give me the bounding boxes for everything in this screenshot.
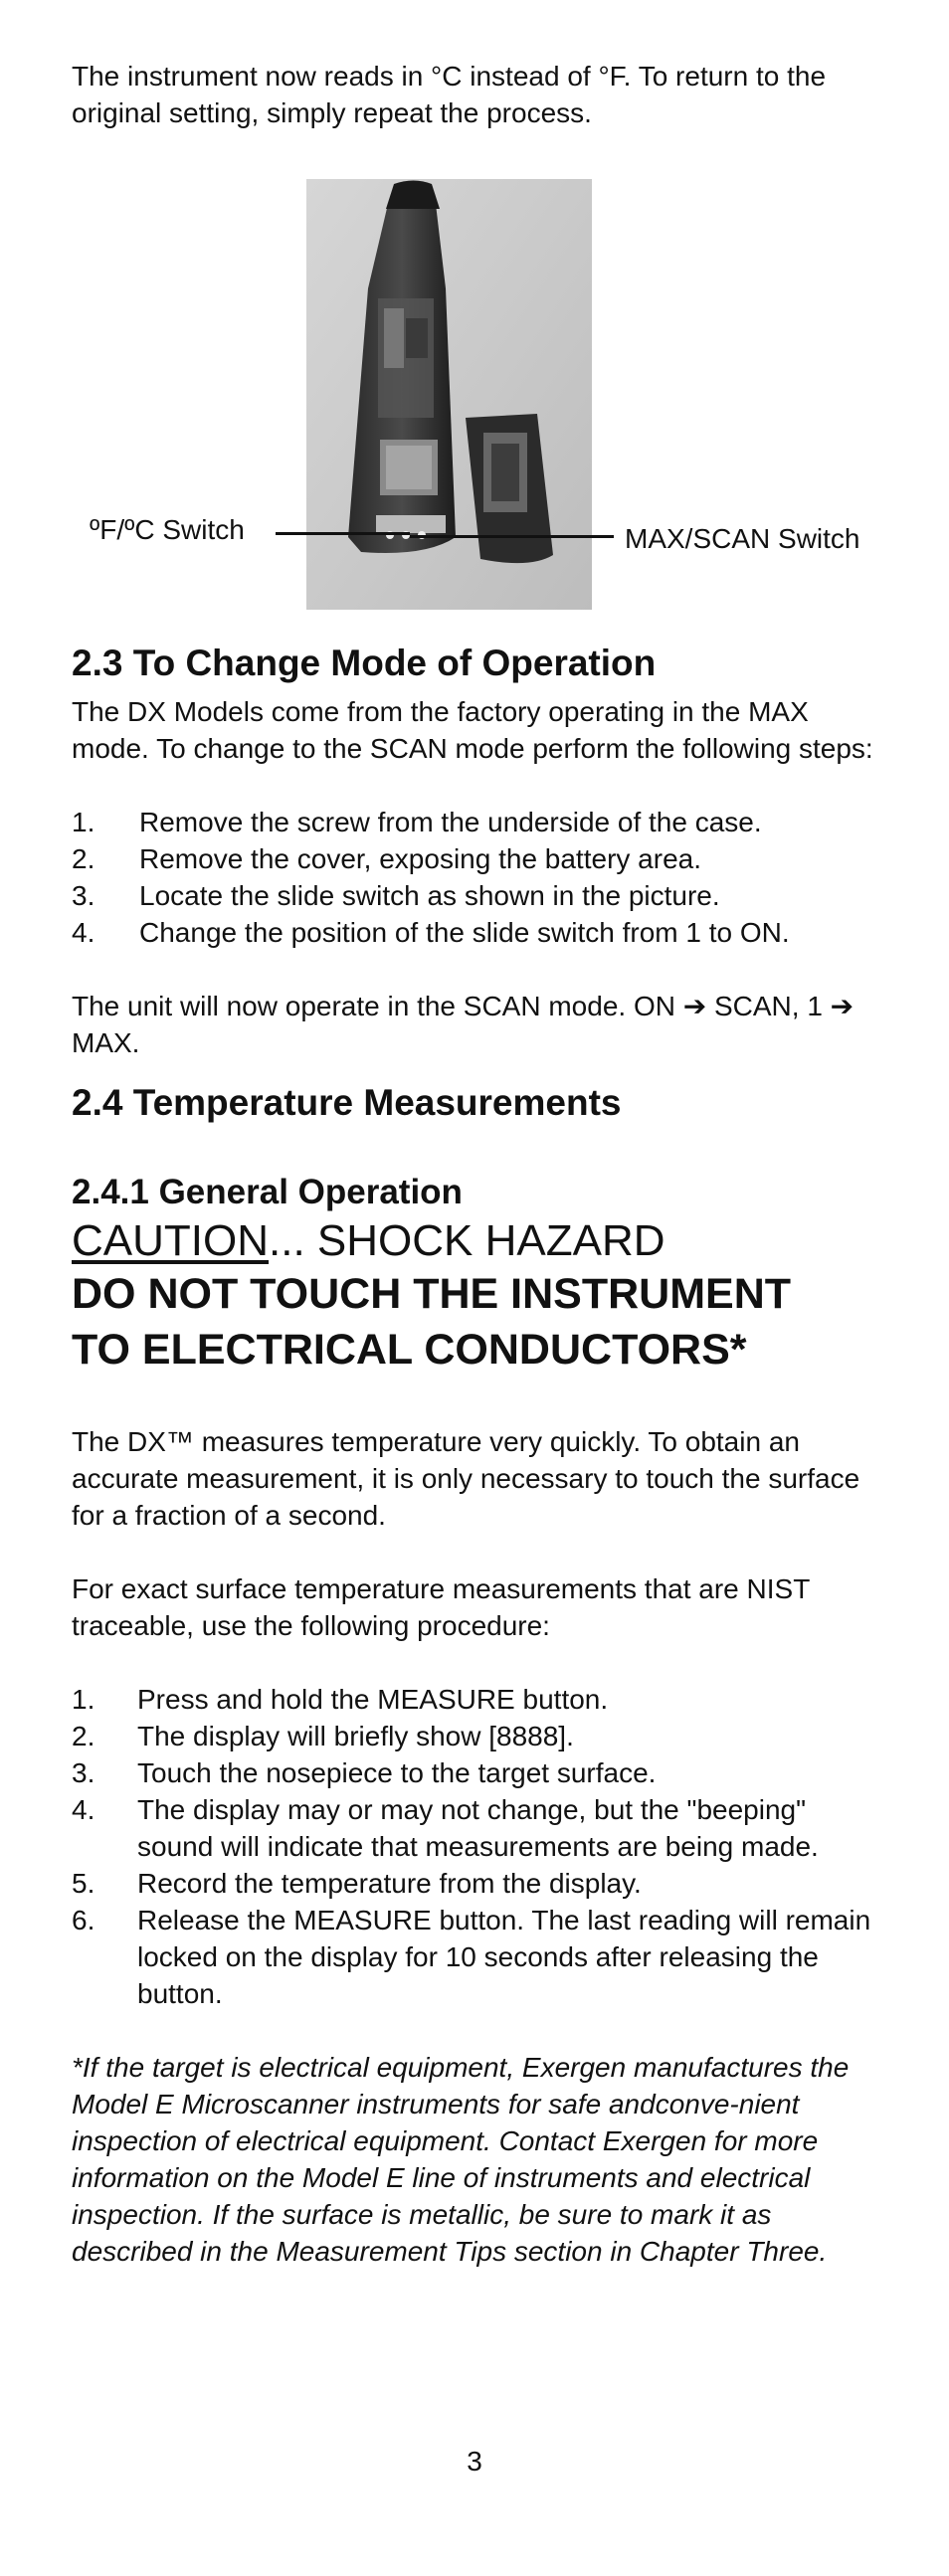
list-item: 6. Release the MEASURE button. The last reading will remain locked on the display for 10 seconds after releasing the button. bbox=[72, 1905, 871, 2009]
list-item: 1. Remove the screw from the underside of the case. bbox=[72, 807, 762, 837]
section-2-3-intro: The DX Models come from the factory operating in the MAX mode. To change to the SCAN mode perform the following steps: bbox=[72, 696, 873, 764]
list-item: 3. Locate the slide switch as shown in the picture. bbox=[72, 880, 720, 911]
temperature-unit-switch-label: ºF/ºC Switch bbox=[90, 514, 245, 545]
right-pointer-line bbox=[410, 535, 614, 538]
measurement-steps bbox=[72, 1681, 887, 2012]
list-item: 4. The display may or may not change, but the "beeping" sound will indicate that measurements are being made. bbox=[72, 1794, 819, 1862]
shock-hazard-text: ... SHOCK HAZARD bbox=[269, 1216, 665, 1265]
warning-line-1: DO NOT TOUCH THE INSTRUMENT bbox=[72, 1270, 792, 1318]
measurement-speed-paragraph: The DX™ measures temperature very quickly. To obtain an accurate measurement, it is only necessary to touch the surface for a fraction of a second. bbox=[72, 1426, 860, 1531]
list-item: 5. Record the temperature from the display. bbox=[72, 1868, 642, 1899]
section-2-4-1-heading: 2.4.1 General Operation bbox=[72, 1173, 463, 1211]
list-item: 3. Touch the nosepiece to the target surface. bbox=[72, 1757, 657, 1788]
instrument-figure bbox=[72, 179, 887, 617]
list-item: 2. Remove the cover, exposing the battery area. bbox=[72, 843, 701, 874]
section-2-3-heading: 2.3 To Change Mode of Operation bbox=[72, 643, 657, 683]
instrument-photo bbox=[306, 179, 592, 610]
max-scan-switch-label: MAX/SCAN Switch bbox=[625, 523, 860, 554]
manual-page bbox=[72, 58, 887, 2270]
list-item: 2. The display will briefly show [8888]. bbox=[72, 1721, 574, 1751]
scan-mode-result: The unit will now operate in the SCAN mode. ON ➔ SCAN, 1 ➔ MAX. bbox=[72, 991, 854, 1058]
page-number: 3 bbox=[467, 2446, 482, 2477]
intro-paragraph: The instrument now reads in °C instead of °F. To return to the original setting, simply repeat the process. bbox=[72, 61, 827, 128]
caution-word: CAUTION bbox=[72, 1216, 269, 1265]
list-item: 4. Change the position of the slide switch from 1 to ON. bbox=[72, 917, 790, 948]
nist-procedure-paragraph: For exact surface temperature measurements that are NIST traceable, use the following procedure: bbox=[72, 1573, 810, 1641]
list-item: 1. Press and hold the MEASURE button. bbox=[72, 1684, 609, 1715]
left-pointer-line bbox=[276, 532, 410, 535]
section-2-4-heading: 2.4 Temperature Measurements bbox=[72, 1082, 622, 1123]
caution-line bbox=[72, 1216, 887, 1266]
warning-line-2: TO ELECTRICAL CONDUCTORS* bbox=[72, 1326, 747, 1374]
electrical-equipment-footnote: *If the target is electrical equipment, Exergen manufactures the Model E Microscanner instruments for safe andconve-nient inspection of electrical equipment. Contact Exergen for more information on the Model E line of instruments and electrical inspection. If the surface is metallic, be sure to mark it as described in the Measurement Tips section in Chapter Three. bbox=[72, 2052, 850, 2267]
mode-change-steps bbox=[72, 804, 887, 951]
